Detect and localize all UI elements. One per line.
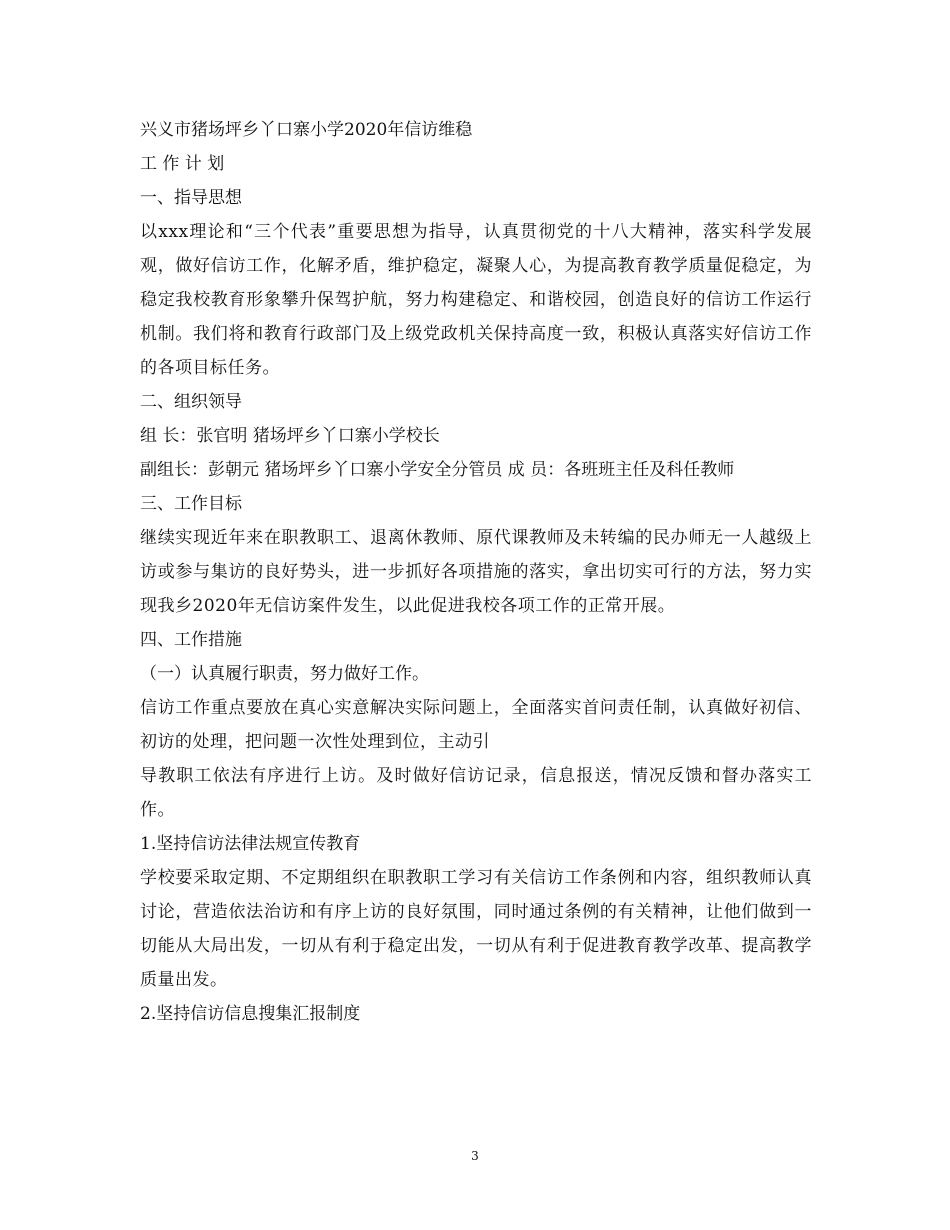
section-heading-measures: 四、工作措施 bbox=[140, 630, 242, 650]
measures-subheading-1: （一）认真履行职责，努力做好工作。 bbox=[140, 664, 429, 684]
measures-item-1-heading: 1.坚持信访法律法规宣传教育 bbox=[140, 834, 361, 854]
document-body bbox=[140, 113, 812, 1031]
measures-item-2-heading: 2.坚持信访信息搜集汇报制度 bbox=[140, 1004, 361, 1024]
measures-sub1-body-part-a: 信访工作重点要放在真心实意解决实际问题上，全面落实首问责任制，认真做好初信、初访的处理，把问题一次性处理到位，主动引 bbox=[140, 698, 812, 752]
section-body-goals: 继续实现近年来在职教职工、退离休教师、原代课教师及未转编的民办师无一人越级上访或参与集访的良好势头，进一步抓好各项措施的落实，拿出切实可行的方法，努力实现我乡2020年无信访案件发生，以此促进我校各项工作的正常开展。 bbox=[140, 528, 812, 616]
section-heading-organization: 二、组织领导 bbox=[140, 392, 242, 412]
page-number: 3 bbox=[471, 1149, 479, 1163]
document-title: 兴义市猪场坪乡丫口寨小学2020年信访维稳 bbox=[140, 120, 473, 140]
section-heading-guiding: 一、指导思想 bbox=[140, 188, 242, 208]
section-heading-goals: 三、工作目标 bbox=[140, 494, 242, 514]
document-subtitle: 工 作 计 划 bbox=[140, 154, 225, 174]
section-body-guiding: 以xxx理论和“三个代表”重要思想为指导，认真贯彻党的十八大精神，落实科学发展观，做好信访工作，化解矛盾，维护稳定，凝聚人心，为提高教育教学质量促稳定，为稳定我校教育形象攀升保驾护航，努力构建稳定、和谐校园，创造良好的信访工作运行机制。我们将和教育行政部门及上级党政机关保持高度一致，积极认真落实好信访工作的各项目标任务。 bbox=[140, 222, 812, 378]
measures-item-1-body: 学校要采取定期、不定期组织在职教职工学习有关信访工作条例和内容，组织教师认真讨论，营造依法治访和有序上访的良好氛围，同时通过条例的有关精神，让他们做到一切能从大局出发，一切从有利于稳定出发，一切从有利于促进教育教学改革、提高教学质量出发。 bbox=[140, 868, 812, 990]
organization-deputy: 副组长：彭朝元 猪场坪乡丫口寨小学安全分管员 成 员：各班班主任及科任教师 bbox=[140, 460, 735, 480]
measures-sub1-body-part-b: 导教职工依法有序进行上访。及时做好信访记录，信息报送，情况反馈和督办落实工作。 bbox=[140, 766, 812, 820]
organization-leader: 组 长：张官明 猪场坪乡丫口寨小学校长 bbox=[140, 426, 440, 446]
